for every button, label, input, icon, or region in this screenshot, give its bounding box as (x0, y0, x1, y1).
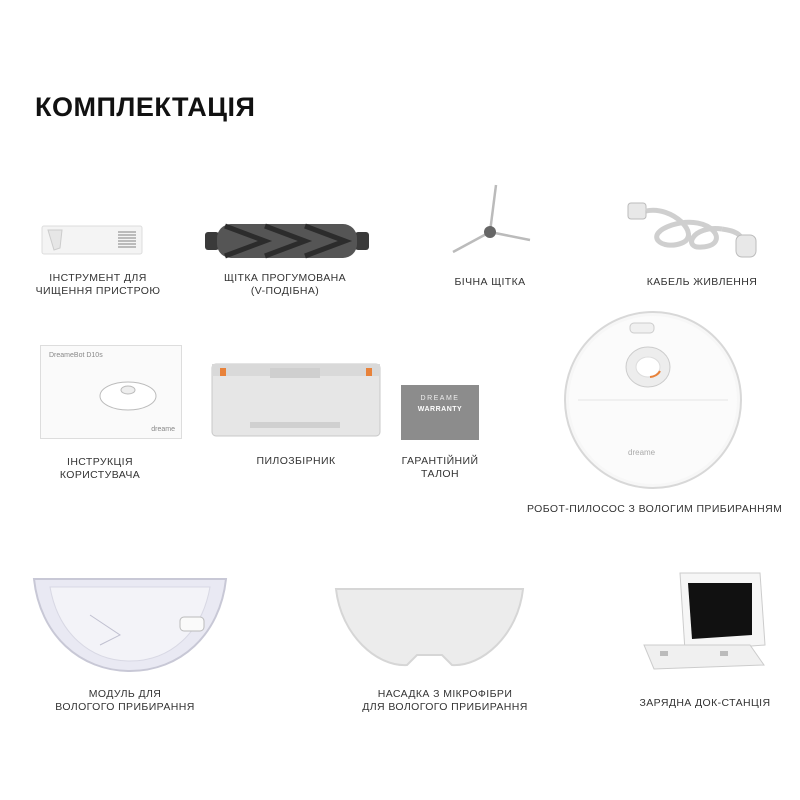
manual-label-line1: ІНСТРУКЦІЯ (67, 456, 133, 468)
warranty-card-image (401, 385, 479, 440)
cleaning-tool-label-line2: ЧИЩЕННЯ ПРИСТРОЮ (35, 285, 161, 297)
manual-book-title: DreameBot D10s (49, 352, 103, 359)
manual-label (40, 456, 160, 482)
side-brush-label-line1: БІЧНА ЩІТКА (454, 276, 526, 288)
side-brush-image (448, 180, 533, 265)
manual-label-line2: КОРИСТУВАЧА (59, 469, 141, 481)
power-cable-label-line1: КАБЕЛЬ ЖИВЛЕННЯ (646, 276, 758, 288)
cleaning-tool-image (40, 220, 145, 260)
warranty-card-brand: DREAME (420, 395, 460, 402)
dustbin-label-line1: ПИЛОЗБІРНИК (256, 455, 336, 467)
microfiber-pad-label-line2: ДЛЯ ВОЛОГОГО ПРИБИРАННЯ (362, 701, 528, 713)
dustbin-image (210, 362, 382, 440)
warranty-label-line1: ГАРАНТІЙНИЙ (401, 455, 479, 467)
microfiber-pad-label (345, 688, 545, 714)
rubber-brush-image (205, 218, 370, 263)
brush-label (205, 272, 365, 298)
warranty-card-text: WARRANTY (417, 406, 463, 413)
mop-module-label (45, 688, 205, 714)
warranty-label-line2: ТАЛОН (421, 468, 459, 480)
mop-module-label-line1: МОДУЛЬ ДЛЯ (88, 688, 162, 700)
manual-robot-sketch (96, 374, 166, 414)
cleaning-tool-label (28, 272, 168, 298)
manual-image (40, 345, 182, 439)
dustbin-label (236, 455, 356, 468)
microfiber-pad-label-line1: НАСАДКА З МІКРОФІБРИ (377, 688, 513, 700)
robot-label-line1: РОБОТ-ПИЛОСОС З ВОЛОГИМ ПРИБИРАННЯМ (527, 503, 783, 515)
microfiber-pad-image (332, 585, 527, 671)
robot-vacuum-image (558, 305, 748, 495)
manual-brand: dreame (151, 426, 175, 433)
dock-image (640, 565, 770, 675)
mop-module-image (30, 575, 230, 675)
power-cable-label (632, 276, 772, 289)
mop-module-label-line2: ВОЛОГОГО ПРИБИРАННЯ (55, 701, 195, 713)
robot-brand: dreame (628, 448, 656, 457)
warranty-label (385, 455, 495, 481)
page-title: КОМПЛЕКТАЦІЯ (35, 92, 256, 122)
power-cable-image (622, 195, 762, 265)
dock-label (635, 697, 775, 710)
brush-label-line1: ЩІТКА ПРОГУМОВАНА (223, 272, 346, 284)
brush-label-line2: (V-ПОДІБНА) (250, 285, 320, 297)
dock-label-line1: ЗАРЯДНА ДОК-СТАНЦІЯ (639, 697, 771, 709)
side-brush-label (430, 276, 550, 289)
cleaning-tool-label-line1: ІНСТРУМЕНТ ДЛЯ (49, 272, 147, 284)
robot-label (527, 503, 783, 516)
